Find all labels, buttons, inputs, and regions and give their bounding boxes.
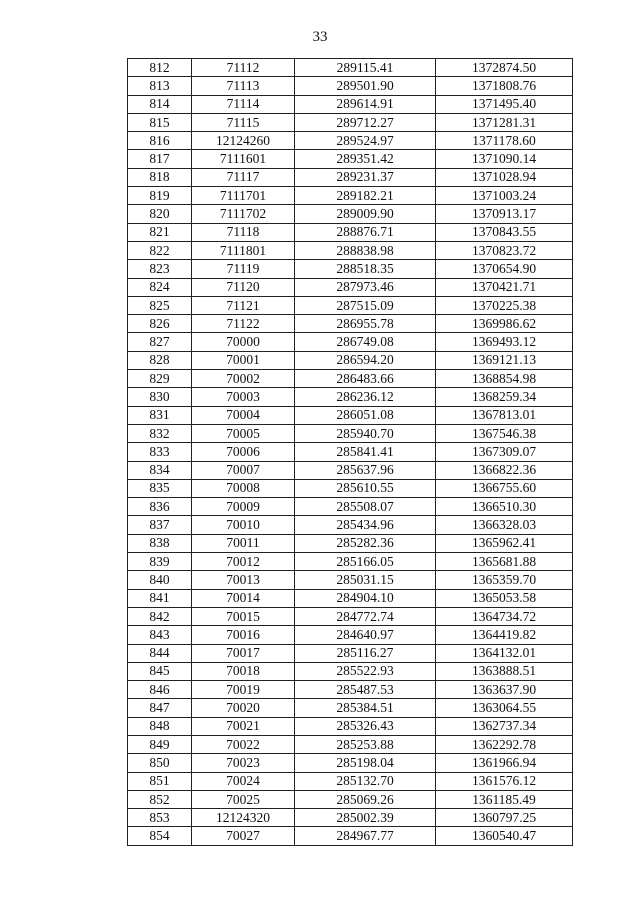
x-coordinate-cell: 289712.27 <box>295 113 436 131</box>
row-number-cell: 843 <box>128 626 192 644</box>
row-number-cell: 831 <box>128 406 192 424</box>
x-coordinate-cell: 285031.15 <box>295 571 436 589</box>
y-coordinate-cell: 1371495.40 <box>436 95 573 113</box>
y-coordinate-cell: 1363888.51 <box>436 662 573 680</box>
coordinates-table <box>127 58 573 846</box>
point-id-cell: 71113 <box>192 77 295 95</box>
row-number-cell: 824 <box>128 278 192 296</box>
row-number-cell: 820 <box>128 205 192 223</box>
table-row <box>128 790 573 808</box>
point-id-cell: 12124260 <box>192 132 295 150</box>
table-row <box>128 95 573 113</box>
y-coordinate-cell: 1366755.60 <box>436 479 573 497</box>
y-coordinate-cell: 1360540.47 <box>436 827 573 845</box>
point-id-cell: 7111801 <box>192 241 295 259</box>
row-number-cell: 832 <box>128 424 192 442</box>
y-coordinate-cell: 1371090.14 <box>436 150 573 168</box>
row-number-cell: 854 <box>128 827 192 845</box>
row-number-cell: 848 <box>128 717 192 735</box>
x-coordinate-cell: 284967.77 <box>295 827 436 845</box>
row-number-cell: 849 <box>128 735 192 753</box>
row-number-cell: 853 <box>128 809 192 827</box>
point-id-cell: 70016 <box>192 626 295 644</box>
x-coordinate-cell: 289115.41 <box>295 59 436 77</box>
x-coordinate-cell: 288876.71 <box>295 223 436 241</box>
x-coordinate-cell: 289182.21 <box>295 187 436 205</box>
row-number-cell: 851 <box>128 772 192 790</box>
x-coordinate-cell: 288838.98 <box>295 241 436 259</box>
row-number-cell: 842 <box>128 607 192 625</box>
table-row <box>128 205 573 223</box>
y-coordinate-cell: 1366328.03 <box>436 516 573 534</box>
y-coordinate-cell: 1371028.94 <box>436 168 573 186</box>
x-coordinate-cell: 285940.70 <box>295 424 436 442</box>
x-coordinate-cell: 286236.12 <box>295 388 436 406</box>
row-number-cell: 815 <box>128 113 192 131</box>
row-number-cell: 817 <box>128 150 192 168</box>
y-coordinate-cell: 1367309.07 <box>436 443 573 461</box>
point-id-cell: 70022 <box>192 735 295 753</box>
point-id-cell: 70023 <box>192 754 295 772</box>
x-coordinate-cell: 287973.46 <box>295 278 436 296</box>
y-coordinate-cell: 1368854.98 <box>436 370 573 388</box>
point-id-cell: 71121 <box>192 296 295 314</box>
x-coordinate-cell: 289009.90 <box>295 205 436 223</box>
x-coordinate-cell: 286749.08 <box>295 333 436 351</box>
y-coordinate-cell: 1371281.31 <box>436 113 573 131</box>
point-id-cell: 70020 <box>192 699 295 717</box>
x-coordinate-cell: 289524.97 <box>295 132 436 150</box>
x-coordinate-cell: 288518.35 <box>295 260 436 278</box>
x-coordinate-cell: 287515.09 <box>295 296 436 314</box>
point-id-cell: 70014 <box>192 589 295 607</box>
x-coordinate-cell: 285166.05 <box>295 553 436 571</box>
table-row <box>128 662 573 680</box>
point-id-cell: 70021 <box>192 717 295 735</box>
y-coordinate-cell: 1372874.50 <box>436 59 573 77</box>
y-coordinate-cell: 1364419.82 <box>436 626 573 644</box>
y-coordinate-cell: 1367813.01 <box>436 406 573 424</box>
point-id-cell: 71117 <box>192 168 295 186</box>
table-row <box>128 333 573 351</box>
y-coordinate-cell: 1371003.24 <box>436 187 573 205</box>
table-row <box>128 498 573 516</box>
y-coordinate-cell: 1370913.17 <box>436 205 573 223</box>
x-coordinate-cell: 284904.10 <box>295 589 436 607</box>
table-row <box>128 626 573 644</box>
table-row <box>128 406 573 424</box>
point-id-cell: 70024 <box>192 772 295 790</box>
y-coordinate-cell: 1365681.88 <box>436 553 573 571</box>
point-id-cell: 70001 <box>192 351 295 369</box>
row-number-cell: 846 <box>128 681 192 699</box>
x-coordinate-cell: 284640.97 <box>295 626 436 644</box>
point-id-cell: 70018 <box>192 662 295 680</box>
x-coordinate-cell: 285198.04 <box>295 754 436 772</box>
table-row <box>128 241 573 259</box>
point-id-cell: 70002 <box>192 370 295 388</box>
point-id-cell: 71122 <box>192 315 295 333</box>
point-id-cell: 71120 <box>192 278 295 296</box>
point-id-cell: 70027 <box>192 827 295 845</box>
point-id-cell: 70017 <box>192 644 295 662</box>
row-number-cell: 840 <box>128 571 192 589</box>
table-row <box>128 260 573 278</box>
table-row <box>128 681 573 699</box>
table-row <box>128 772 573 790</box>
table-row <box>128 553 573 571</box>
x-coordinate-cell: 285610.55 <box>295 479 436 497</box>
point-id-cell: 70006 <box>192 443 295 461</box>
x-coordinate-cell: 285487.53 <box>295 681 436 699</box>
x-coordinate-cell: 289614.91 <box>295 95 436 113</box>
table-row <box>128 278 573 296</box>
y-coordinate-cell: 1370225.38 <box>436 296 573 314</box>
row-number-cell: 830 <box>128 388 192 406</box>
x-coordinate-cell: 285384.51 <box>295 699 436 717</box>
point-id-cell: 70008 <box>192 479 295 497</box>
table-row <box>128 717 573 735</box>
y-coordinate-cell: 1367546.38 <box>436 424 573 442</box>
y-coordinate-cell: 1365962.41 <box>436 534 573 552</box>
point-id-cell: 70025 <box>192 790 295 808</box>
point-id-cell: 71114 <box>192 95 295 113</box>
y-coordinate-cell: 1361966.94 <box>436 754 573 772</box>
y-coordinate-cell: 1370823.72 <box>436 241 573 259</box>
table-row <box>128 77 573 95</box>
y-coordinate-cell: 1366822.36 <box>436 461 573 479</box>
y-coordinate-cell: 1369986.62 <box>436 315 573 333</box>
x-coordinate-cell: 285253.88 <box>295 735 436 753</box>
point-id-cell: 70013 <box>192 571 295 589</box>
row-number-cell: 847 <box>128 699 192 717</box>
table-row <box>128 827 573 845</box>
table-row <box>128 150 573 168</box>
point-id-cell: 7111601 <box>192 150 295 168</box>
table-row <box>128 315 573 333</box>
point-id-cell: 70009 <box>192 498 295 516</box>
x-coordinate-cell: 285522.93 <box>295 662 436 680</box>
y-coordinate-cell: 1363064.55 <box>436 699 573 717</box>
table-row <box>128 223 573 241</box>
row-number-cell: 829 <box>128 370 192 388</box>
row-number-cell: 814 <box>128 95 192 113</box>
row-number-cell: 813 <box>128 77 192 95</box>
row-number-cell: 816 <box>128 132 192 150</box>
point-id-cell: 70015 <box>192 607 295 625</box>
x-coordinate-cell: 285069.26 <box>295 790 436 808</box>
table-row <box>128 388 573 406</box>
table-row <box>128 589 573 607</box>
x-coordinate-cell: 284772.74 <box>295 607 436 625</box>
table-row <box>128 607 573 625</box>
point-id-cell: 70004 <box>192 406 295 424</box>
x-coordinate-cell: 286051.08 <box>295 406 436 424</box>
row-number-cell: 850 <box>128 754 192 772</box>
row-number-cell: 839 <box>128 553 192 571</box>
point-id-cell: 71112 <box>192 59 295 77</box>
row-number-cell: 838 <box>128 534 192 552</box>
point-id-cell: 70019 <box>192 681 295 699</box>
row-number-cell: 836 <box>128 498 192 516</box>
x-coordinate-cell: 285116.27 <box>295 644 436 662</box>
table-row <box>128 132 573 150</box>
table-row <box>128 424 573 442</box>
table-row <box>128 534 573 552</box>
y-coordinate-cell: 1364734.72 <box>436 607 573 625</box>
table-row <box>128 571 573 589</box>
table-row <box>128 351 573 369</box>
page-number: 33 <box>312 29 328 45</box>
row-number-cell: 852 <box>128 790 192 808</box>
point-id-cell: 70011 <box>192 534 295 552</box>
point-id-cell: 70000 <box>192 333 295 351</box>
x-coordinate-cell: 289231.37 <box>295 168 436 186</box>
point-id-cell: 12124320 <box>192 809 295 827</box>
row-number-cell: 828 <box>128 351 192 369</box>
x-coordinate-cell: 285637.96 <box>295 461 436 479</box>
point-id-cell: 70003 <box>192 388 295 406</box>
row-number-cell: 845 <box>128 662 192 680</box>
table-row <box>128 113 573 131</box>
y-coordinate-cell: 1371178.60 <box>436 132 573 150</box>
table-row <box>128 461 573 479</box>
y-coordinate-cell: 1361576.12 <box>436 772 573 790</box>
row-number-cell: 818 <box>128 168 192 186</box>
y-coordinate-cell: 1361185.49 <box>436 790 573 808</box>
y-coordinate-cell: 1368259.34 <box>436 388 573 406</box>
table-row <box>128 168 573 186</box>
x-coordinate-cell: 289351.42 <box>295 150 436 168</box>
point-id-cell: 70007 <box>192 461 295 479</box>
x-coordinate-cell: 285434.96 <box>295 516 436 534</box>
row-number-cell: 822 <box>128 241 192 259</box>
x-coordinate-cell: 286955.78 <box>295 315 436 333</box>
row-number-cell: 835 <box>128 479 192 497</box>
row-number-cell: 837 <box>128 516 192 534</box>
x-coordinate-cell: 289501.90 <box>295 77 436 95</box>
y-coordinate-cell: 1363637.90 <box>436 681 573 699</box>
table-row <box>128 644 573 662</box>
y-coordinate-cell: 1370654.90 <box>436 260 573 278</box>
row-number-cell: 833 <box>128 443 192 461</box>
row-number-cell: 823 <box>128 260 192 278</box>
y-coordinate-cell: 1371808.76 <box>436 77 573 95</box>
table-row <box>128 735 573 753</box>
point-id-cell: 7111701 <box>192 187 295 205</box>
table-row <box>128 699 573 717</box>
row-number-cell: 834 <box>128 461 192 479</box>
row-number-cell: 825 <box>128 296 192 314</box>
row-number-cell: 841 <box>128 589 192 607</box>
x-coordinate-cell: 285841.41 <box>295 443 436 461</box>
y-coordinate-cell: 1369121.13 <box>436 351 573 369</box>
y-coordinate-cell: 1362292.78 <box>436 735 573 753</box>
y-coordinate-cell: 1365053.58 <box>436 589 573 607</box>
row-number-cell: 819 <box>128 187 192 205</box>
row-number-cell: 844 <box>128 644 192 662</box>
point-id-cell: 70005 <box>192 424 295 442</box>
row-number-cell: 826 <box>128 315 192 333</box>
x-coordinate-cell: 285282.36 <box>295 534 436 552</box>
table-row <box>128 59 573 77</box>
y-coordinate-cell: 1369493.12 <box>436 333 573 351</box>
table-row <box>128 370 573 388</box>
x-coordinate-cell: 285132.70 <box>295 772 436 790</box>
x-coordinate-cell: 285326.43 <box>295 717 436 735</box>
point-id-cell: 71115 <box>192 113 295 131</box>
x-coordinate-cell: 285508.07 <box>295 498 436 516</box>
table-row <box>128 479 573 497</box>
row-number-cell: 821 <box>128 223 192 241</box>
y-coordinate-cell: 1366510.30 <box>436 498 573 516</box>
table-row <box>128 296 573 314</box>
table-row <box>128 754 573 772</box>
point-id-cell: 7111702 <box>192 205 295 223</box>
point-id-cell: 70012 <box>192 553 295 571</box>
row-number-cell: 812 <box>128 59 192 77</box>
point-id-cell: 71118 <box>192 223 295 241</box>
x-coordinate-cell: 286594.20 <box>295 351 436 369</box>
y-coordinate-cell: 1370421.71 <box>436 278 573 296</box>
y-coordinate-cell: 1370843.55 <box>436 223 573 241</box>
y-coordinate-cell: 1360797.25 <box>436 809 573 827</box>
x-coordinate-cell: 286483.66 <box>295 370 436 388</box>
row-number-cell: 827 <box>128 333 192 351</box>
table-row <box>128 443 573 461</box>
point-id-cell: 71119 <box>192 260 295 278</box>
y-coordinate-cell: 1364132.01 <box>436 644 573 662</box>
table-body <box>128 59 573 846</box>
point-id-cell: 70010 <box>192 516 295 534</box>
table-row <box>128 809 573 827</box>
y-coordinate-cell: 1365359.70 <box>436 571 573 589</box>
y-coordinate-cell: 1362737.34 <box>436 717 573 735</box>
table-row <box>128 187 573 205</box>
x-coordinate-cell: 285002.39 <box>295 809 436 827</box>
table-row <box>128 516 573 534</box>
